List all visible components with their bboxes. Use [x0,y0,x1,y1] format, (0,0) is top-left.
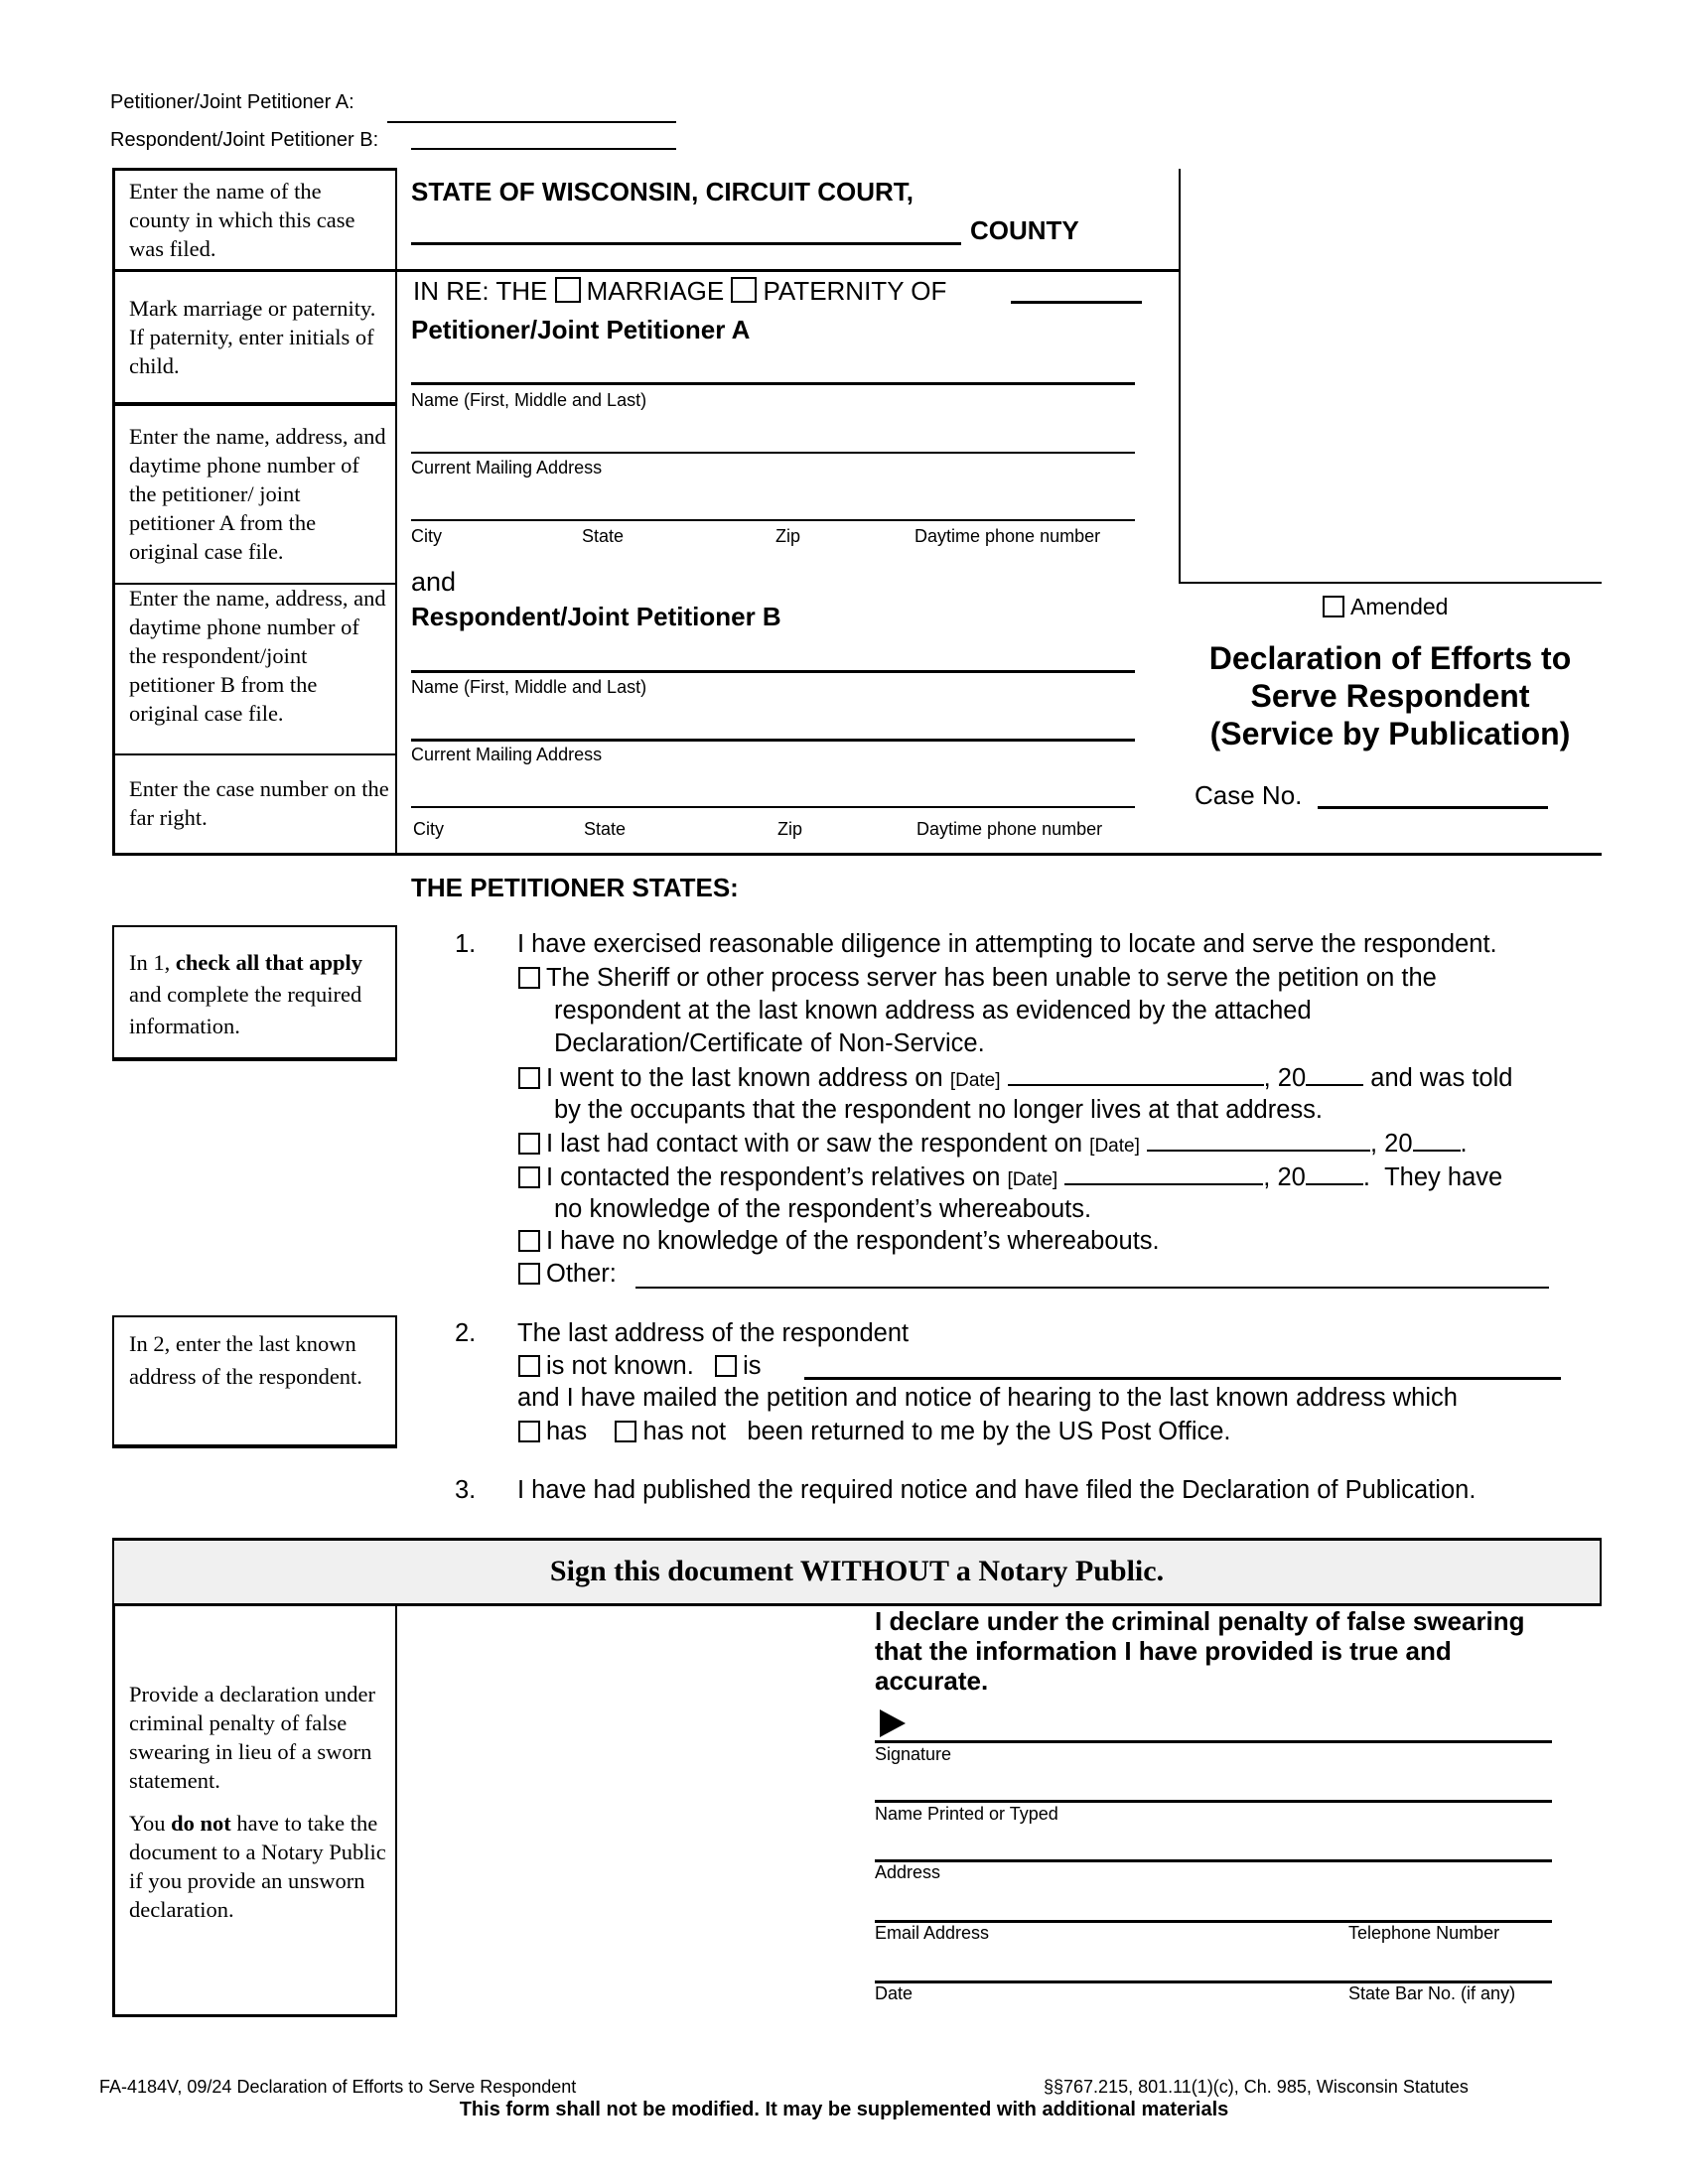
instruction-no-notary [129,1809,389,1924]
name-printed-label: Name Printed or Typed [875,1804,1058,1824]
item2-text: The last address of the respondent [517,1319,910,1347]
address-label: Address [875,1862,941,1882]
last-address-checkbox[interactable] [518,1067,540,1089]
option-relatives: I contacted the respondent’s relatives on [Date] , 20 . They have [518,1161,1502,1191]
option-text: They have [1384,1163,1503,1191]
marriage-label: MARRIAGE [586,276,725,306]
respondent-heading: Respondent/Joint Petitioner B [411,602,781,631]
county-label: COUNTY [970,215,1079,245]
last-contact-checkbox[interactable] [518,1133,540,1155]
date-field[interactable] [1147,1128,1370,1152]
item3-number: 3. [455,1476,477,1504]
form-id: FA-4184V, 09/24 Declaration of Efforts to Serve Respondent [99,2077,577,2097]
instruction-declaration: Provide a declaration under criminal penalty of false swearing in lieu of a sworn statement. [129,1682,376,1793]
signature-banner [112,1538,1602,1606]
year-field[interactable] [1306,1161,1363,1185]
signature-banner-text: Sign this document WITHOUT a Notary Public. [549,1555,1165,1587]
instruction-respondent: Enter the name, address, and daytime phone number of the respondent/joint petitioner B from the original case file. [129,586,386,726]
table-border-top [112,168,397,171]
petitioner-a-label: Petitioner/Joint Petitioner A: [110,91,354,113]
not-known-checkbox[interactable] [518,1355,540,1377]
form-title-line: (Service by Publication) [1209,716,1571,751]
declaration-statement [875,1606,1525,1696]
text: You [129,1811,172,1836]
year-prefix: 20 [1277,1163,1306,1191]
item3-text: I have had published the required notice and have filed the Declaration of Publication. [517,1476,1477,1504]
option-text: is not known. [546,1352,694,1380]
option-text: and was told [1370,1064,1513,1092]
email-label: Email Address [875,1923,990,1943]
option-text: Declaration/Certificate of Non-Service. [554,1029,985,1057]
child-initials-field[interactable] [1011,301,1142,304]
caption-right-border [1179,169,1181,584]
other-checkbox[interactable] [518,1263,540,1285]
item1-number: 1. [455,930,477,958]
option-text: respondent at the last known address as evidenced by the attached [554,997,1312,1024]
option-text: I went to the last known address on [546,1064,943,1092]
mailed-text: and I have mailed the petition and notice of hearing to the last known address which [517,1384,1458,1412]
respondent-b-field[interactable] [411,148,676,150]
item2-number: 2. [455,1319,477,1347]
no-knowledge-checkbox[interactable] [518,1230,540,1252]
option-text: by the occupants that the respondent no longer lives at that address. [554,1096,1324,1124]
address-known-options [518,1351,762,1381]
clerk-box-bottom [1179,582,1602,584]
telephone-label: Telephone Number [1348,1923,1500,1943]
amended-checkbox[interactable] [1323,596,1344,617]
petitioner-a-field[interactable] [387,121,676,123]
option-text: has not [642,1418,727,1445]
name-label: Name (First, Middle and Last) [411,390,647,410]
statutes: §§767.215, 801.11(1)(c), Ch. 985, Wisconsin Statutes [1044,2077,1469,2097]
text: have to take the document to a Notary Public if you provide an unsworn declaration. [129,1811,386,1922]
returned-options [518,1417,1231,1446]
date-field[interactable] [1008,1062,1264,1086]
paternity-label: PATERNITY OF [763,276,947,306]
item1-text: I have exercised reasonable diligence in attempting to locate and serve the respondent. [517,930,1497,958]
county-field[interactable] [411,242,961,245]
in-re-label: IN RE: THE [413,276,548,306]
table-border-bottom [112,853,1602,856]
option-no-knowledge [518,1226,1160,1256]
address-field[interactable] [875,1859,1552,1862]
zip-label: Zip [775,526,801,546]
option-text: has [546,1418,588,1445]
case-no-label: Case No. [1195,780,1303,810]
case-no-field[interactable] [1318,806,1548,809]
option-last-address: I went to the last known address on [Date] , 20 and was told [518,1062,1512,1092]
instruction-item2: In 2, enter the last known address of the respondent. [129,1331,362,1389]
address-label: Current Mailing Address [411,458,603,478]
has-checkbox[interactable] [518,1421,540,1442]
in-re-line [413,276,946,306]
marriage-checkbox[interactable] [555,277,581,303]
is-checkbox[interactable] [715,1355,737,1377]
and-label: and [411,567,457,597]
form-title-line: Serve Respondent [1250,678,1530,714]
option-text: is [743,1352,762,1380]
zip-label: Zip [777,819,803,839]
declaration-line: that the information I have provided is true and [875,1636,1452,1666]
form-title [1192,639,1589,752]
amended-label: Amended [1350,594,1449,619]
phone-label: Daytime phone number [914,526,1101,546]
other-field[interactable] [635,1287,1549,1289]
amended-option[interactable] [1323,592,1448,621]
option-text: Other: [546,1260,617,1288]
modification-notice: This form shall not be modified. It may be supplemented with additional materials [459,2099,1229,2120]
non-service-checkbox[interactable] [518,967,540,989]
relatives-checkbox[interactable] [518,1166,540,1188]
option-other [518,1259,617,1289]
row-divider [112,753,397,755]
row-divider [112,402,397,406]
option-text: I last had contact with or saw the respondent on [546,1130,1083,1158]
text: and complete the required information. [129,982,362,1038]
option-last-contact: I last had contact with or saw the respondent on [Date] , 20 . [518,1128,1468,1158]
petitioner-heading: Petitioner/Joint Petitioner A [411,315,751,344]
year-field[interactable] [1306,1062,1363,1086]
declaration-line: accurate. [875,1666,989,1696]
text-bold: do not [171,1811,231,1836]
instruction-marriage: Mark marriage or paternity. If paternity, enter initials of child. [129,296,376,378]
declaration-line: I declare under the criminal penalty of false swearing [875,1606,1525,1636]
last-address-field[interactable] [804,1377,1561,1380]
address-label: Current Mailing Address [411,745,603,764]
year-prefix: 20 [1277,1064,1307,1092]
text-bold: check all that apply [175,950,363,975]
has-not-checkbox[interactable] [615,1421,636,1442]
option-text: The Sheriff or other process server has been unable to serve the petition on the [546,964,1437,992]
option-text: no knowledge of the respondent’s whereabouts. [554,1195,1092,1223]
sign-here-arrow-icon [880,1709,906,1737]
date-tag: [Date] [1089,1136,1140,1157]
respondent-b-label: Respondent/Joint Petitioner B: [110,129,379,151]
phone-label: Daytime phone number [916,819,1103,839]
signature-label: Signature [875,1744,952,1764]
signature-field[interactable] [875,1740,1552,1743]
statements-heading: THE PETITIONER STATES: [411,873,739,902]
instruction-petitioner: Enter the name, address, and daytime phone number of the petitioner/ joint petitioner A from the original case file. [129,424,386,564]
city-label: City [411,526,442,546]
date-label: Date [875,1983,914,2003]
respondent-city-field[interactable] [411,806,1135,808]
city-label: City [413,819,444,839]
row-divider [112,269,1181,272]
bar-no-label: State Bar No. (if any) [1348,1983,1516,2003]
state-label: State [584,819,627,839]
date-tag: [Date] [1007,1169,1058,1190]
year-field[interactable] [1413,1128,1461,1152]
sign-box-bottom [112,2014,397,2017]
date-tag: [Date] [949,1070,1001,1091]
sign-box-left [112,1606,115,2017]
name-label: Name (First, Middle and Last) [411,677,647,697]
sign-box-right [395,1606,397,2017]
state-label: State [582,526,625,546]
court-heading: STATE OF WISCONSIN, CIRCUIT COURT, [411,177,914,206]
year-prefix: 20 [1384,1130,1413,1158]
instruction-case-number: Enter the case number on the far right. [129,776,389,830]
option-text: been returned to me by the US Post Office. [747,1418,1231,1445]
instruction-county: Enter the name of the county in which this case was filed. [129,179,355,261]
date-field[interactable] [1064,1161,1263,1185]
option-text: I contacted the respondent’s relatives on [546,1163,1001,1191]
option-text: I have no knowledge of the respondent’s whereabouts. [546,1227,1160,1255]
option-non-service [518,963,1437,993]
paternity-checkbox[interactable] [731,277,757,303]
text: In 1, [129,950,176,975]
instruction-item1 [129,947,389,1042]
form-title-line: Declaration of Efforts to [1208,640,1572,676]
